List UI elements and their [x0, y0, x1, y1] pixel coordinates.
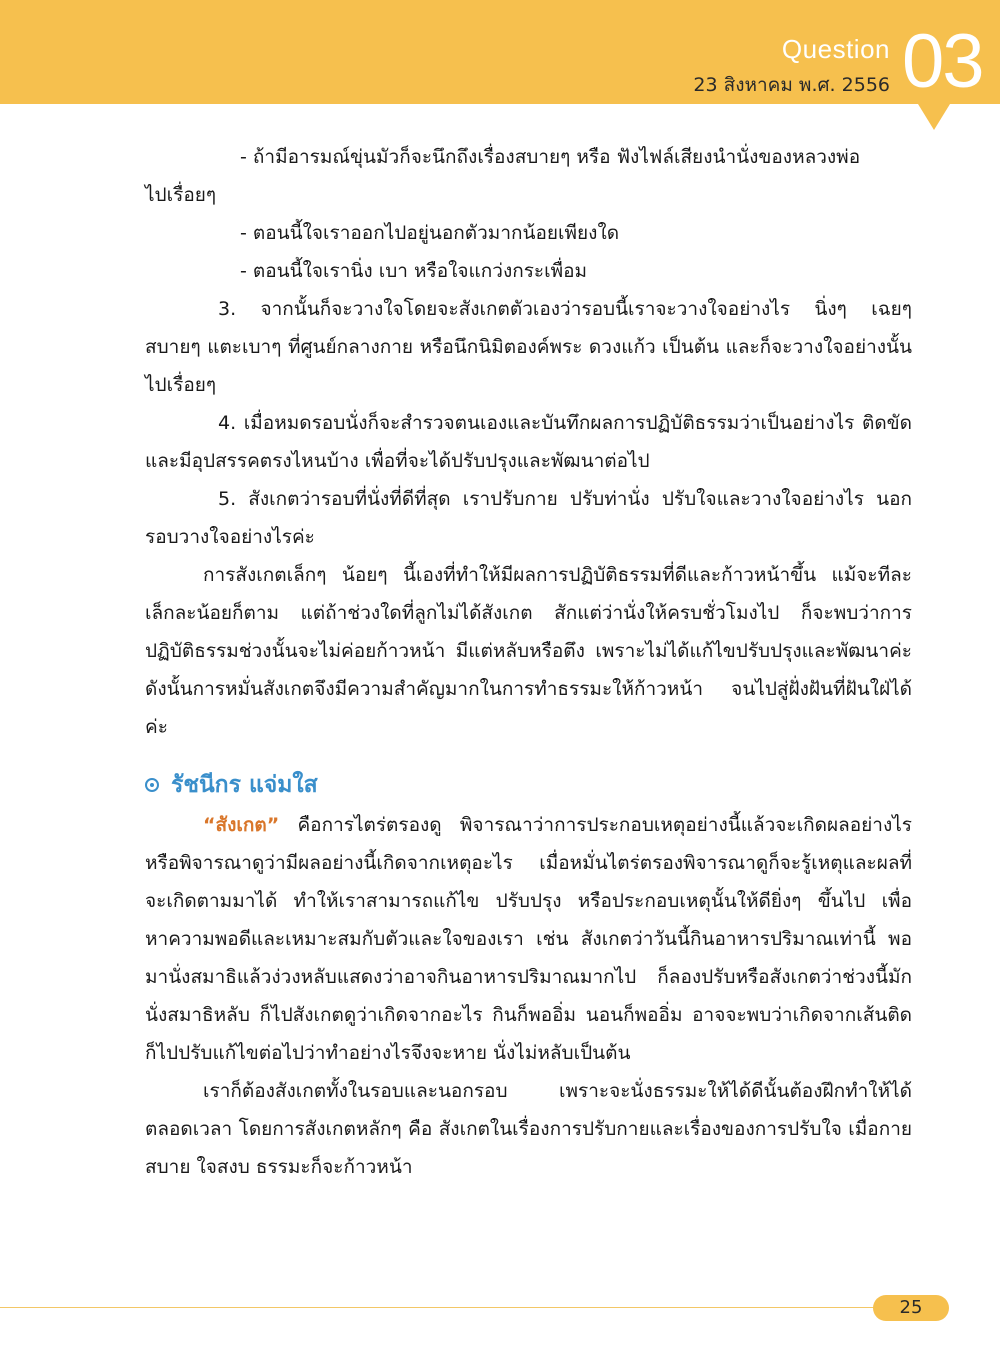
bullseye-icon — [145, 778, 159, 792]
question-number: 03 — [902, 19, 983, 104]
question-date: 23 สิงหาคม พ.ศ. 2556 — [693, 74, 890, 96]
highlighted-keyword: “สังเกต” — [203, 814, 280, 836]
footer-divider — [0, 1307, 878, 1308]
bullet-item: - ตอนนี้ใจเราออกไปอยู่นอกตัวมากน้อยเพียงใด — [240, 222, 620, 244]
paragraph: เราก็ต้องสังเกตทั้งในรอบและนอกรอบ เพราะจะนั่งธรรมะให้ได้ดีนั้นต้องฝึกทำให้ได้ตลอดเวลา โดยการสังเกตหลักๆ คือ สังเกตในเรื่องการปรับกายและเรื่องของการปรับใจ เมื่อกายสบาย ใจสงบ ธรรมะก็จะก้าวหน้า — [145, 1080, 912, 1178]
bullet-item: - ตอนนี้ใจเรานิ่ง เบา หรือใจแกว่งกระเพื่อม — [240, 260, 588, 282]
numbered-item-3: 3. จากนั้นก็จะวางใจโดยจะสังเกตตัวเองว่ารอบนี้เราจะวางใจอย่างไร นิ่งๆ เฉยๆ สบายๆ แตะเบาๆ ที่ศูนย์กลางกาย หรือนึกนิมิตองค์พระ ดวงแก้ว เป็นต้น และก็จะวางใจอย่างนั้นไปเรื่อยๆ — [145, 298, 912, 396]
section-heading — [145, 766, 912, 804]
bullet-item: - ถ้ามีอารมณ์ขุ่นมัวก็จะนึกถึงเรื่องสบายๆ หรือ ฟังไฟล์เสียงนำนั่งของหลวงพ่อ — [240, 146, 861, 168]
numbered-item-5: 5. สังเกตว่ารอบที่นั่งที่ดีที่สุด เราปรับกาย ปรับท่านั่ง ปรับใจและวางใจอย่างไร นอกรอบวางใจอย่างไรค่ะ — [145, 488, 912, 548]
paragraph — [145, 806, 912, 1072]
paragraph-text: คือการไตร่ตรองดู พิจารณาว่าการประกอบเหตุอย่างนี้แล้วจะเกิดผลอย่างไร หรือพิจารณาดูว่ามีผลอย่างนี้เกิดจากเหตุอะไร เมื่อหมั่นไตร่ตรองพิจารณาดูก็จะรู้เหตุและผลที่จะเกิดตามมาได้ ทำให้เราสามารถแก้ไข ปรับปรุง หรือประกอบเหตุนั้นให้ดียิ่งๆ ขึ้นไป เพื่อหาความพอดีและเหมาะสมกับตัวและใจของเรา เช่น สังเกตว่าวันนี้กินอาหารปริมาณเท่านี้ พอมานั่งสมาธิแล้วง่วงหลับแสดงว่าอาจกินอาหารปริมาณมากไป ก็ลองปรับหรือสังเกตว่าช่วงนี้มักนั่งสมาธิหลับ ก็ไปสังเกตดูว่าเกิดจากอะไร กินก็พออิ่ม นอนก็พออิ่ม อาจจะพบว่าเกิดจากเส้นติด ก็ไปปรับแก้ไขต่อไปว่าทำอย่างไรจึงจะหาย นั่งไม่หลับเป็นต้น — [145, 814, 912, 1064]
numbered-item-4: 4. เมื่อหมดรอบนั่งก็จะสำรวจตนเองและบันทึกผลการปฏิบัติธรรมว่าเป็นอย่างไร ติดขัดและมีอุปสรรคตรงไหนบ้าง เพื่อที่จะได้ปรับปรุงและพัฒนาต่อไป — [145, 412, 912, 472]
question-label: Question — [781, 34, 890, 64]
bullet-item-continuation: ไปเรื่อยๆ — [145, 184, 217, 206]
paragraph: การสังเกตเล็กๆ น้อยๆ นี้เองที่ทำให้มีผลการปฏิบัติธรรมที่ดีและก้าวหน้าขึ้น แม้จะทีละเล็กละน้อยก็ตาม แต่ถ้าช่วงใดที่ลูกไม่ได้สังเกต สักแต่ว่านั่งให้ครบชั่วโมงไป ก็จะพบว่าการปฏิบัติธรรมช่วงนั้นจะไม่ค่อยก้าวหน้า มีแต่หลับหรือตึง เพราะไม่ได้แก้ไขปรับปรุงและพัฒนาค่ะ ดังนั้นการหมั่นสังเกตจึงมีความสำคัญมากในการทำธรรมะให้ก้าวหน้า จนไปสู่ฝั่งฝันที่ฝันใฝ่ได้ค่ะ — [145, 564, 912, 738]
header-pointer — [918, 104, 950, 130]
page-number: 25 — [873, 1295, 949, 1321]
page-content — [145, 138, 912, 1186]
section-heading-text: รัชนีกร แจ่มใส — [171, 772, 318, 798]
